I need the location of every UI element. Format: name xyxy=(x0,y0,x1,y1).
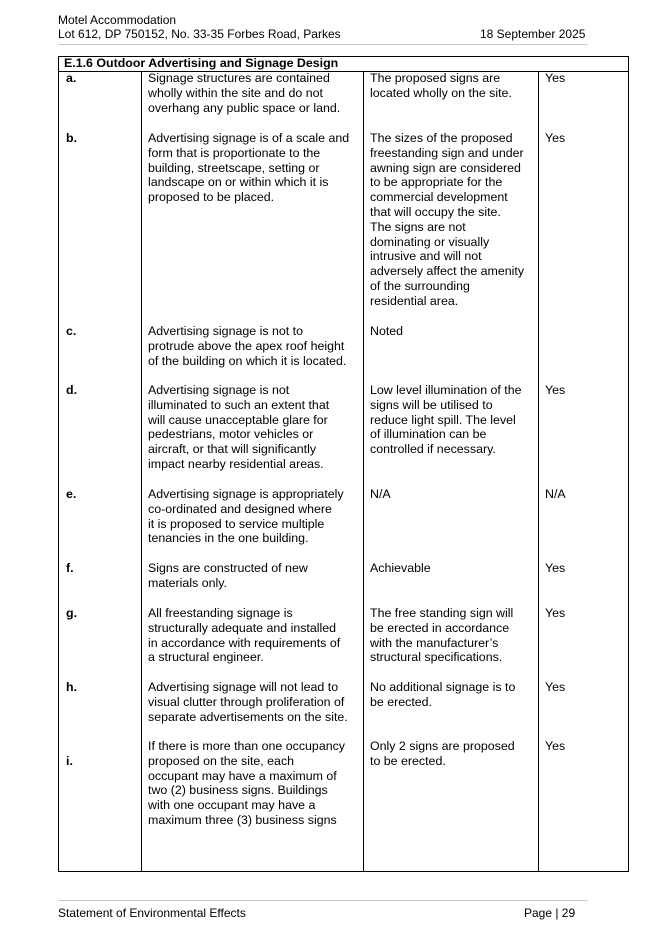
header-address: Lot 612, DP 750152, No. 33-35 Forbes Road, Parkes xyxy=(58,27,341,41)
compliance-a: Yes xyxy=(545,71,566,85)
row-letter-b: b. xyxy=(66,131,78,145)
compliance-b: Yes xyxy=(545,131,566,145)
row-letter-g: g. xyxy=(66,606,78,620)
row-letter-f: f. xyxy=(66,561,74,575)
compliance-f: Yes xyxy=(545,561,566,575)
compliance-e: N/A xyxy=(545,487,566,501)
control-text-c: Advertising signage is not to protrude above the apex roof height of the building on which it is located. xyxy=(148,324,347,368)
header-date: 18 September 2025 xyxy=(480,27,586,41)
footer-rule xyxy=(58,900,588,901)
column-divider-1 xyxy=(141,71,142,872)
control-text-g: All freestanding signage is structurally adequate and installed in accordance with requirements of a structural engineer. xyxy=(148,606,341,665)
footer-document-title: Statement of Environmental Effects xyxy=(58,906,246,920)
section-title: E.1.6 Outdoor Advertising and Signage Design xyxy=(64,56,339,70)
compliance-i: Yes xyxy=(545,739,566,753)
row-letter-a: a. xyxy=(66,71,77,85)
row-letter-i: i. xyxy=(66,754,73,768)
header-title: Motel Accommodation xyxy=(58,13,177,27)
response-text-f: Achievable xyxy=(370,561,431,575)
control-text-f: Signs are constructed of new materials only. xyxy=(148,561,308,590)
response-text-c: Noted xyxy=(370,324,404,338)
column-divider-2 xyxy=(363,71,364,872)
response-text-a: The proposed signs are located wholly on the site. xyxy=(370,71,512,100)
response-text-g: The free standing sign will be erected in accordance with the manufacturer’s structural specifications. xyxy=(370,606,514,665)
section-title-row xyxy=(59,57,628,72)
compliance-d: Yes xyxy=(545,383,566,397)
control-text-b: Advertising signage is of a scale and form that is proportionate to the building, streetscape, setting or landscape on or within which it is proposed to be placed. xyxy=(148,131,350,205)
response-text-b: The sizes of the proposed freestanding sign and under awning sign are considered to be appropriate for the commercial development that will occupy the site. The signs are not dominating or visually intrusive and will not adversely affect the amenity of the surrounding residential area. xyxy=(370,131,525,308)
column-divider-3 xyxy=(538,71,539,872)
response-text-h: No additional signage is to be erected. xyxy=(370,680,516,709)
response-text-e: N/A xyxy=(370,487,391,501)
page-number: Page | 29 xyxy=(524,906,576,920)
row-letter-c: c. xyxy=(66,324,77,338)
control-text-d: Advertising signage is not illuminated to such an extent that will cause unacceptable glare for pedestrians, motor vehicles or aircraft, or that will significantly impact nearby residential areas. xyxy=(148,383,330,471)
control-text-a: Signage structures are contained wholly within the site and do not overhang any public space or land. xyxy=(148,71,341,115)
compliance-g: Yes xyxy=(545,606,566,620)
compliance-h: Yes xyxy=(545,680,566,694)
row-letter-d: d. xyxy=(66,383,78,397)
control-text-h: Advertising signage will not lead to visual clutter through proliferation of separate advertisements on the site. xyxy=(148,680,348,724)
response-text-d: Low level illumination of the signs will be utilised to reduce light spill. The level of illumination can be controlled if necessary. xyxy=(370,383,522,457)
row-letter-e: e. xyxy=(66,487,77,501)
control-text-i: If there is more than one occupancy proposed on the site, each occupant may have a maximum of two (2) business signs. Buildings with one occupant may have a maximum three (3) business signs xyxy=(148,739,345,827)
response-text-i: Only 2 signs are proposed to be erected. xyxy=(370,739,515,768)
header-rule xyxy=(58,44,588,45)
control-text-e: Advertising signage is appropriately co-ordinated and designed where it is proposed to service multiple tenancies in the one building. xyxy=(148,487,344,546)
row-letter-h: h. xyxy=(66,680,78,694)
